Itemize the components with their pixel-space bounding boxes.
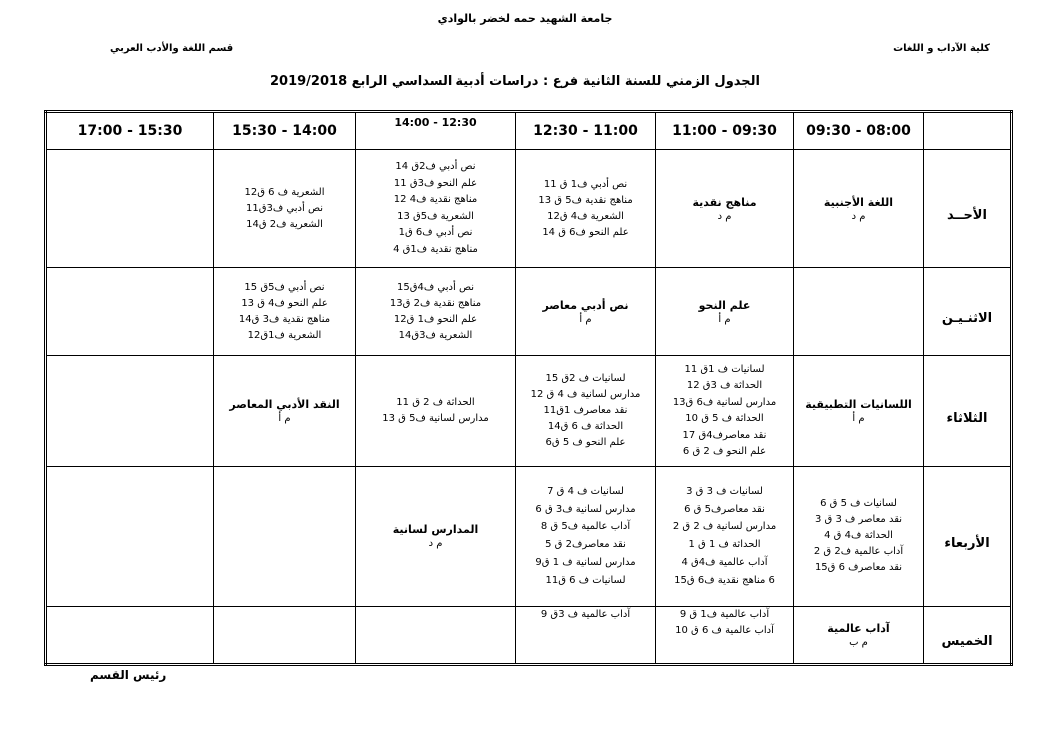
schedule-cell xyxy=(794,268,924,356)
group-session: نص أدبي ف6 ق1 xyxy=(398,227,473,239)
group-session: علم النحو ف 5 ق6 xyxy=(545,437,626,449)
title-main: الجدول الزمني للسنة الثانية فرع : دراسات أدبية xyxy=(455,74,760,89)
schedule-cell xyxy=(516,466,656,606)
time-slot-header: 08:00 - 09:30 xyxy=(794,112,924,150)
group-session: مدارس لسانية ف 2 ق 2 xyxy=(672,521,777,533)
group-session: الحداثة ف 1 ق 1 xyxy=(688,539,761,551)
course-title: اللغة الأجنبية xyxy=(823,195,894,209)
group-session: نص أدبي ف3ق11 xyxy=(246,202,323,214)
schedule-cell xyxy=(356,268,516,356)
group-session: نقد معاصرف2 ق 5 xyxy=(545,539,626,551)
schedule-cell xyxy=(46,268,214,356)
department-head-signature: رئيس القسم xyxy=(90,668,167,682)
day-row xyxy=(46,466,1012,606)
schedule-cell xyxy=(516,606,656,664)
day-name: الأحــد xyxy=(924,150,1012,268)
schedule-cell xyxy=(794,606,924,664)
course-title: نص أدبي معاصر xyxy=(542,298,629,312)
group-session: آداب عالمية ف 6 ق 10 xyxy=(675,624,774,636)
course-title: المدارس لسانية xyxy=(392,523,479,537)
schedule-cell xyxy=(46,606,214,664)
group-session: علم النحو ف4 ق 13 xyxy=(241,297,328,309)
schedule-cell xyxy=(656,356,794,466)
schedule-cell xyxy=(656,268,794,356)
schedule-cell xyxy=(356,150,516,268)
day-name: الأربعاء xyxy=(924,466,1012,606)
group-session: علم النحو ف3ق 11 xyxy=(393,177,478,189)
group-session: نص أدبي ف2ق 14 xyxy=(395,161,476,173)
group-session: نقد معاصرف 1ق11 xyxy=(543,405,628,417)
lecture-type: م ب xyxy=(849,636,868,648)
lecture-type: م د xyxy=(851,210,866,222)
group-session: الشعرية ف3ق14 xyxy=(398,329,473,341)
day-row xyxy=(46,268,1012,356)
schedule-cell xyxy=(794,150,924,268)
time-slot-header: 12:30 - 14:00 xyxy=(356,112,516,150)
course-title: علم النحو xyxy=(698,298,751,312)
day-name: الاثنـيـن xyxy=(924,268,1012,356)
group-session: الشعرية ف2 ق14 xyxy=(246,218,323,230)
corner-cell xyxy=(924,112,1012,150)
day-name: الثلاثاء xyxy=(924,356,1012,466)
schedule-cell xyxy=(356,466,516,606)
schedule-cell xyxy=(46,150,214,268)
group-session: آداب عالمية ف 3ق 9 xyxy=(540,608,631,620)
group-session: مناهج نقدية ف2 ق13 xyxy=(389,297,482,309)
group-session: نص أدبي ف5ق 15 xyxy=(244,281,325,293)
group-session: الشعرية ف5ق 13 xyxy=(397,210,474,222)
schedule-cell xyxy=(356,356,516,466)
course-title: اللسانيات التطبيقية xyxy=(805,398,912,412)
group-session: نقد معاصرف5 ق 6 xyxy=(684,503,765,515)
group-session: لسانيات ف 3 ق 3 xyxy=(686,485,763,497)
group-session: لسانيات ف 5 ق 6 xyxy=(820,498,897,510)
group-session: الشعرية ف4 ق12 xyxy=(547,210,624,222)
course-title: آداب عالمية xyxy=(827,621,890,635)
group-session: لسانيات ف 1ق 11 xyxy=(684,363,765,375)
group-session: الحداثة ف 2 ق 11 xyxy=(396,397,475,409)
schedule-cell xyxy=(794,466,924,606)
lecture-type: م أ xyxy=(278,413,291,425)
group-session: مدارس لسانية ف3 ق 6 xyxy=(535,503,636,515)
group-session: 6 مناهج نقدية ف6 ق15 xyxy=(674,574,775,586)
group-session: الحداثة ف 5 ق 10 xyxy=(685,413,764,425)
group-session: الحداثة ف 6 ق14 xyxy=(547,421,624,433)
group-session: الشعرية ف 6 ق12 xyxy=(244,186,325,198)
group-session: الشعرية ف1ق12 xyxy=(247,329,322,341)
group-session: مدارس لسانية ف 1 ق9 xyxy=(535,557,636,569)
group-session: مناهج نقدية ف3 ق14 xyxy=(238,313,331,325)
group-session: الحداثة ف 3ق 12 xyxy=(686,380,763,392)
schedule-cell xyxy=(516,356,656,466)
faculty-name: كلية الآداب و اللغات xyxy=(893,43,990,54)
day-row xyxy=(46,606,1012,664)
day-name: الخميس xyxy=(924,606,1012,664)
group-session: لسانيات ف 4 ق 7 xyxy=(547,485,624,497)
group-session: آداب عالمية ف4ق 4 xyxy=(681,557,768,569)
department-name: قسم اللغة والأدب العربي xyxy=(110,43,234,54)
time-slot-header: 09:30 - 11:00 xyxy=(656,112,794,150)
lecture-type: م أ xyxy=(718,313,731,325)
schedule-title xyxy=(270,74,760,92)
university-name: جامعة الشهيد حمه لخضر بالوادي xyxy=(437,12,613,25)
group-session: علم النحو ف 2 ق 6 xyxy=(682,446,767,458)
schedule-cell xyxy=(214,606,356,664)
time-slot-header: 14:00 - 15:30 xyxy=(214,112,356,150)
group-session: مدارس لسانية ف5 ق 13 xyxy=(382,413,489,425)
time-slot-header: 11:00 - 12:30 xyxy=(516,112,656,150)
schedule-cell xyxy=(214,268,356,356)
group-session: الحداثة ف4 ق 4 xyxy=(824,530,893,542)
lecture-type: م د xyxy=(717,210,732,222)
schedule-cell xyxy=(794,356,924,466)
schedule-cell xyxy=(656,466,794,606)
group-session: مناهج نقدية ف5 ق 13 xyxy=(538,194,633,206)
group-session: نص أدبي ف4ق15 xyxy=(397,281,474,293)
group-session: نقد معاصر ف 3 ق 3 xyxy=(814,514,903,526)
group-session: آداب عالمية ف5 ق 8 xyxy=(540,521,631,533)
group-session: نص أدبي ف1 ق 11 xyxy=(543,178,628,190)
schedule-cell xyxy=(516,268,656,356)
time-header-row xyxy=(46,112,1012,150)
group-session: نقد معاصرف4ق 17 xyxy=(682,429,767,441)
title-semester: السداسي الرابع 2019/2018 xyxy=(270,74,453,89)
group-session: علم النحو ف1 ق12 xyxy=(393,313,478,325)
group-session: لسانيات ف 6 ق11 xyxy=(545,574,626,586)
day-row xyxy=(46,150,1012,268)
schedule-cell xyxy=(46,466,214,606)
schedule-cell xyxy=(214,150,356,268)
schedule-cell xyxy=(214,356,356,466)
group-session: مناهج نقدية ف1ق 4 xyxy=(393,243,478,255)
group-session: نقد معاصرف 6 ق15 xyxy=(814,562,903,574)
day-row xyxy=(46,356,1012,466)
schedule-cell xyxy=(656,606,794,664)
schedule-cell xyxy=(656,150,794,268)
course-title: النقد الأدبي المعاصر xyxy=(229,398,340,412)
schedule-table xyxy=(44,110,1013,666)
lecture-type: م أ xyxy=(852,413,865,425)
lecture-type: م د xyxy=(428,538,443,550)
group-session: آداب عالمية ف1 ق 9 xyxy=(679,608,770,620)
schedule-cell xyxy=(516,150,656,268)
group-session: آداب عالمية ف2 ق 2 xyxy=(813,546,904,558)
lecture-type: م أ xyxy=(579,313,592,325)
group-session: مدارس لسانية ف 4 ق 12 xyxy=(530,389,641,401)
group-session: مدارس لسانية ف6 ق13 xyxy=(672,396,777,408)
time-slot-header: 15:30 - 17:00 xyxy=(46,112,214,150)
group-session: مناهج نقدية ف4 12 xyxy=(393,194,478,206)
group-session: علم النحو ف6 ق 14 xyxy=(542,226,629,238)
schedule-cell xyxy=(214,466,356,606)
schedule-cell xyxy=(46,356,214,466)
schedule-cell xyxy=(356,606,516,664)
group-session: لسانيات ف 2ق 15 xyxy=(545,373,626,385)
course-title: مناهج نقدية xyxy=(692,195,757,209)
